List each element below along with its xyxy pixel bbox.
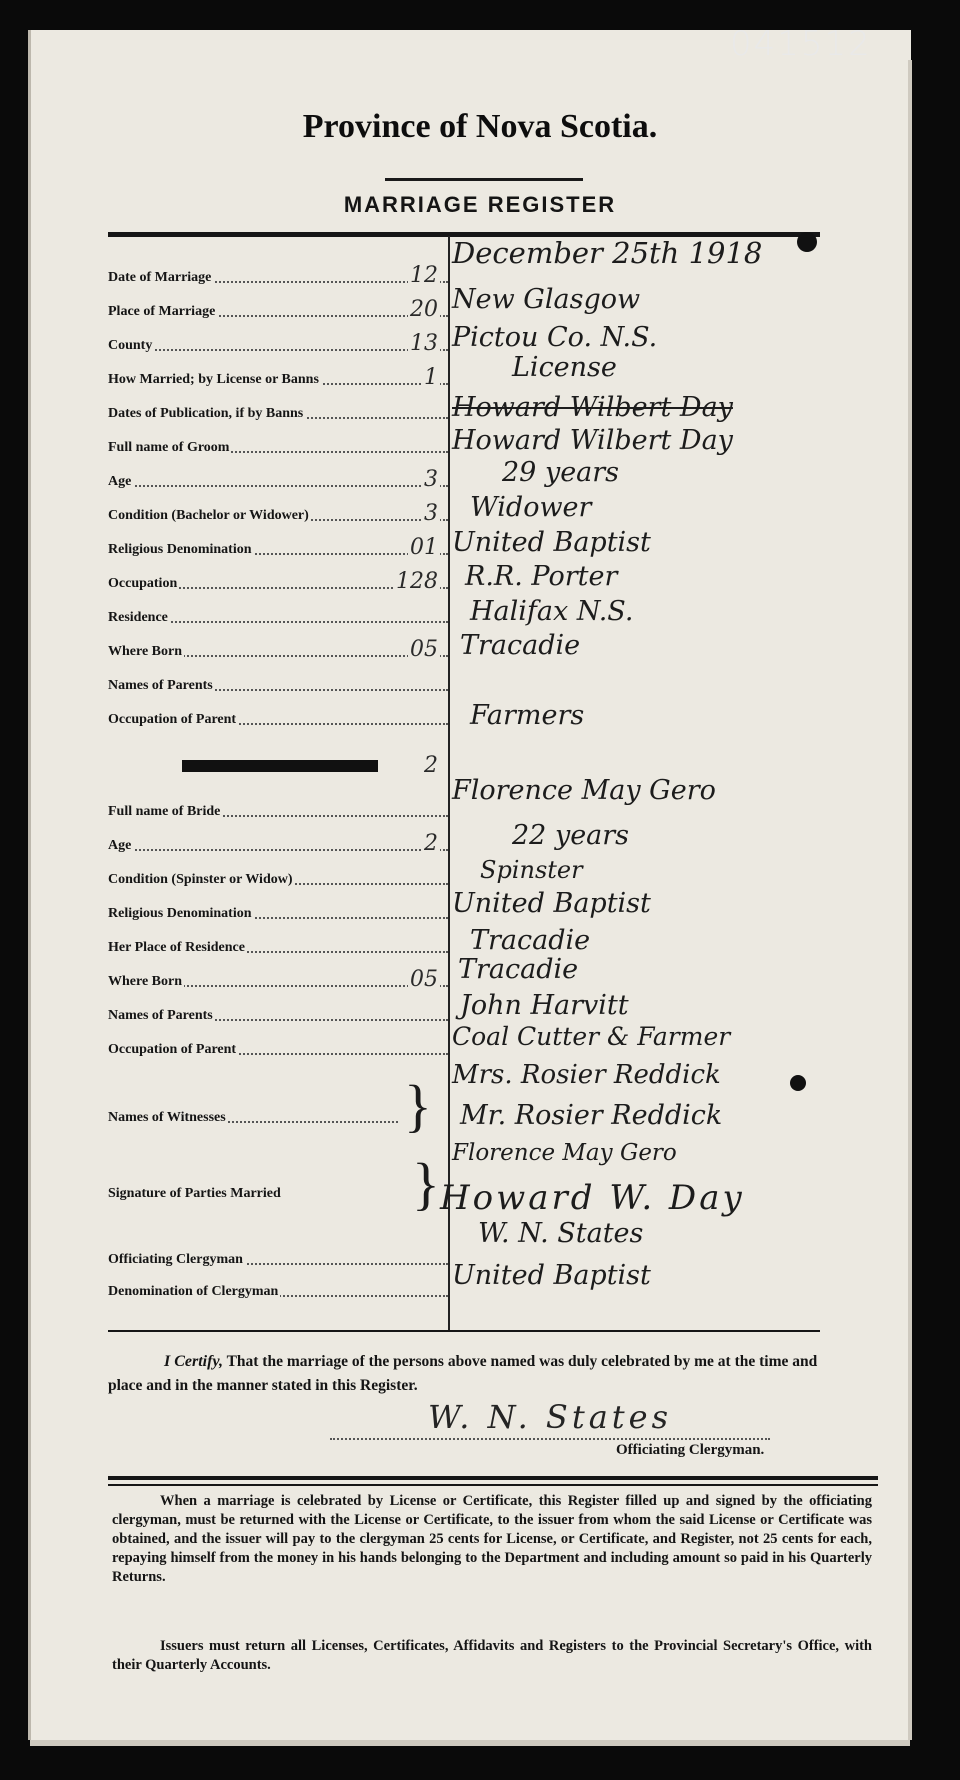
field-label: Date of Marriage [108, 270, 212, 285]
entry-groom-condition: Widower [470, 492, 592, 523]
field-label: Religious Denomination [108, 542, 252, 557]
field-label: Names of Parents [108, 1008, 213, 1023]
page-subtitle: MARRIAGE REGISTER [343, 192, 617, 217]
field-row [108, 966, 448, 990]
field-row [108, 398, 448, 422]
field-row [108, 296, 448, 320]
clergyman-signature: W. N. States [330, 1398, 770, 1440]
field-row [108, 932, 448, 956]
witnesses-row [108, 1102, 398, 1126]
signatures-brace: } [412, 1151, 440, 1216]
field-label: Age [108, 474, 132, 489]
field-label: Age [108, 838, 132, 853]
field-code: 1 [424, 365, 438, 390]
section-rule [108, 1330, 820, 1332]
column-divider [448, 236, 450, 1330]
entry-groom-occupation: R.R. Porter [465, 561, 618, 592]
field-row [108, 1034, 448, 1058]
field-label: Occupation of Parent [108, 1042, 237, 1057]
field-row [108, 670, 448, 694]
field-row [108, 262, 448, 286]
field-row [108, 568, 448, 592]
field-label: Condition (Spinster or Widow) [108, 872, 293, 887]
field-code: 05 [410, 967, 438, 992]
entry-witness-1: Mrs. Rosier Reddick [452, 1060, 721, 1090]
entry-bride-name: Florence May Gero [452, 775, 716, 806]
field-label: How Married; by License or Banns [108, 372, 319, 387]
field-label: County [108, 338, 153, 353]
field-row [108, 1244, 448, 1268]
field-code: 3 [424, 501, 438, 526]
entry-bride-condition: Spinster [480, 856, 583, 884]
field-row [108, 704, 448, 728]
sheet-edge-right [908, 60, 912, 1740]
field-label: Full name of Groom [108, 440, 230, 455]
entry-groom-name: Howard Wilbert Day [452, 425, 733, 456]
entry-bride-parent-occupation: Coal Cutter & Farmer [452, 1022, 731, 1051]
field-row [108, 796, 448, 820]
leader-dots [108, 485, 448, 487]
entry-groom-age: 29 years [502, 457, 620, 488]
field-code: 13 [410, 331, 438, 356]
field-row [108, 830, 448, 854]
entry-bride-birthplace: Tracadie [458, 954, 579, 985]
footer-note: Issuers must return all Licenses, Certificates, Affidavits and Registers to the Provincial Secretary's Office, with their Quarterly Accounts. [112, 1638, 872, 1673]
footer-rule-1 [108, 1476, 878, 1480]
entry-place-of-marriage: New Glasgow [452, 284, 641, 315]
field-row [108, 636, 448, 660]
entry-groom-birthplace: Tracadie [460, 630, 581, 661]
field-row [108, 500, 448, 524]
witnesses-label: Names of Witnesses [108, 1110, 226, 1125]
footer-rule-2 [108, 1484, 878, 1486]
page-title: Province of Nova Scotia. [302, 108, 658, 145]
field-label: Dates of Publication, if by Banns [108, 406, 304, 421]
field-code: 20 [410, 297, 438, 322]
field-code: 01 [410, 535, 438, 560]
bride-code: 2 [424, 753, 438, 778]
field-label: Place of Marriage [108, 304, 216, 319]
ink-blot [797, 232, 817, 252]
field-row [108, 864, 448, 888]
field-label: Names of Parents [108, 678, 213, 693]
entry-bride-parents: John Harvitt [460, 990, 629, 1021]
entry-signature-bride: Florence May Gero [452, 1140, 677, 1166]
field-label: Occupation [108, 576, 178, 591]
sheet-edge-bottom [30, 1740, 910, 1746]
field-label: Her Place of Residence [108, 940, 245, 955]
entry-bride-residence: Tracadie [470, 925, 591, 956]
field-row [108, 1000, 448, 1024]
entry-groom-residence: Halifax N.S. [470, 596, 634, 627]
field-row [108, 330, 448, 354]
entry-groom-religion: United Baptist [452, 527, 651, 558]
field-code: 128 [396, 569, 438, 594]
entry-signature-groom: Howard W. Day [440, 1178, 745, 1218]
field-label: Officiating Clergyman [108, 1252, 243, 1267]
field-code: 2 [424, 831, 438, 856]
document-number: 041512 [730, 24, 872, 64]
field-code: 05 [410, 637, 438, 662]
field-label: Full name of Bride [108, 804, 221, 819]
leader-dots [108, 349, 448, 351]
certification-text [108, 1350, 820, 1398]
entry-county: Pictou Co. N.S. [452, 322, 658, 353]
field-code: 12 [410, 263, 438, 288]
field-label: Religious Denomination [108, 906, 252, 921]
entry-dates-of-publication: Howard Wilbert Day [452, 392, 733, 423]
entry-clergy-denomination: United Baptist [452, 1260, 651, 1291]
field-row [108, 898, 448, 922]
entry-officiating-clergyman: W. N. States [478, 1218, 644, 1249]
witnesses-brace: } [404, 1073, 432, 1138]
signatures-label: Signature of Parties Married [108, 1186, 281, 1201]
entry-witness-2: Mr. Rosier Reddick [460, 1100, 723, 1131]
leader-dots [108, 849, 448, 851]
title-rule [385, 178, 583, 181]
field-label: Denomination of Clergyman [108, 1284, 279, 1299]
field-row [108, 1276, 448, 1300]
entry-bride-religion: United Baptist [452, 888, 651, 919]
entry-groom-parent-occupation: Farmers [470, 700, 585, 731]
field-code: 3 [424, 467, 438, 492]
field-label: Condition (Bachelor or Widower) [108, 508, 309, 523]
field-label: Occupation of Parent [108, 712, 237, 727]
signatures-row [108, 1178, 398, 1202]
entry-date-of-marriage: December 25th 1918 [452, 236, 763, 270]
field-row [108, 432, 448, 456]
field-row [108, 534, 448, 558]
entry-bride-age: 22 years [512, 820, 630, 851]
signature-title: Officiating Clergyman. [616, 1442, 765, 1458]
ink-blot [790, 1075, 806, 1091]
field-label: Where Born [108, 974, 183, 989]
bride-code-row [108, 752, 448, 776]
field-row [108, 602, 448, 626]
footer-note: When a marriage is celebrated by License or Certificate, this Register filled up and signed by the officiating clergyman, must be returned with the License or Certificate, to the issuer from whom the said License or Certificate was obtained, and the issuer will pay to the clergyman 25 cents for License, or Certificate, and Register, not 25 cents for each, repaying himself from the money in his hands belonging to the Department and including amount so paid in his Quarterly Returns. [112, 1493, 872, 1585]
field-row [108, 466, 448, 490]
field-label: Where Born [108, 644, 183, 659]
certification-lead: I Certify, [164, 1353, 223, 1370]
field-row [108, 364, 448, 388]
certification-body: That the marriage of the persons above named was duly celebrated by me at the time and place and in the manner stated in this Register. [108, 1353, 818, 1394]
field-label: Residence [108, 610, 168, 625]
entry-how-married: License [512, 352, 617, 383]
